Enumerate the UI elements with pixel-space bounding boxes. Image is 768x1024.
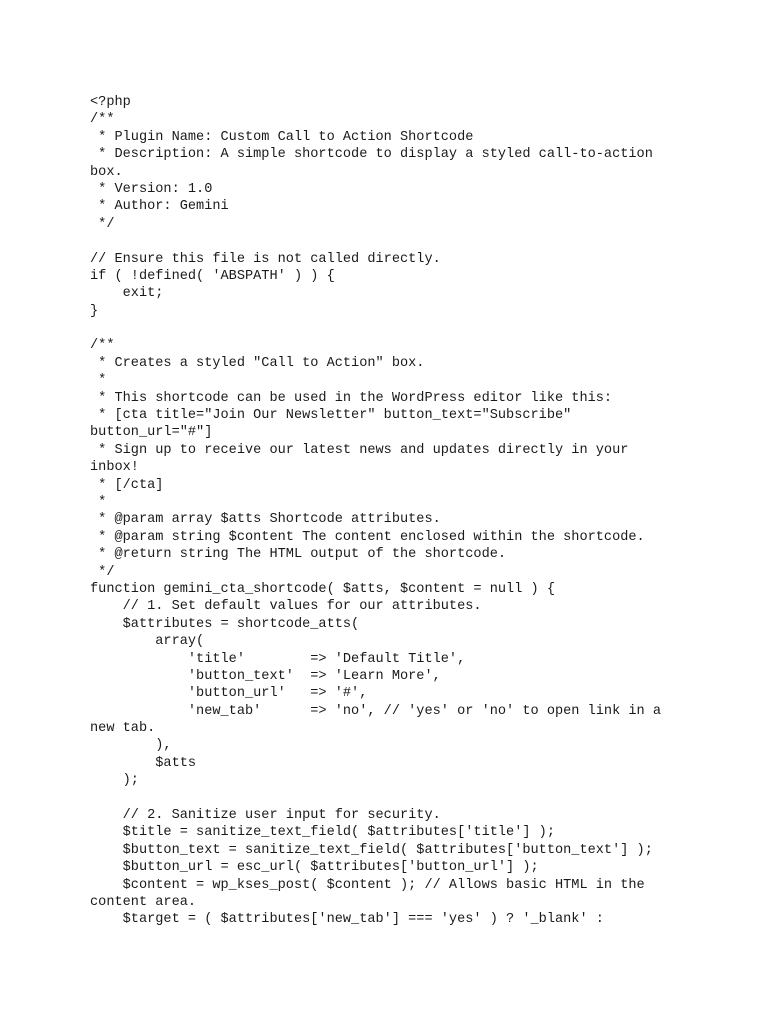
code-line: $content = wp_kses_post( $content ); // Allows basic HTML in the — [90, 877, 645, 893]
code-line: /** — [90, 338, 115, 354]
code-line: * — [90, 373, 107, 389]
code-line: * Plugin Name: Custom Call to Action Shortcode — [90, 129, 474, 145]
code-line: $target = ( $attributes['new_tab'] === 'yes' ) ? '_blank' : — [90, 912, 604, 928]
code-line: 'button_url' => '#', — [90, 686, 368, 702]
code-line: $atts — [90, 755, 197, 771]
code-line: * Author: Gemini — [90, 199, 229, 215]
code-line: * — [90, 494, 107, 510]
code-line: if ( !defined( 'ABSPATH' ) ) { — [90, 268, 335, 284]
code-line: */ — [90, 564, 115, 580]
code-line: ), — [90, 738, 172, 754]
code-line: // Ensure this file is not called directly. — [90, 251, 441, 267]
code-line: * @param array $atts Shortcode attributes. — [90, 512, 441, 528]
code-line: * [cta title="Join Our Newsletter" button_text="Subscribe" — [90, 408, 572, 424]
code-line: * Sign up to receive our latest news and updates directly in your — [90, 442, 629, 458]
code-line: * Creates a styled "Call to Action" box. — [90, 355, 425, 371]
code-line: /** — [90, 112, 115, 128]
code-listing — [90, 94, 690, 929]
code-line: // 1. Set default values for our attributes. — [90, 599, 482, 615]
code-line — [90, 320, 690, 337]
code-line: exit; — [90, 286, 164, 302]
code-line: 'button_text' => 'Learn More', — [90, 668, 441, 684]
code-line: * Description: A simple shortcode to display a styled call-to-action — [90, 147, 653, 163]
code-line: $button_text = sanitize_text_field( $attributes['button_text'] ); — [90, 842, 653, 858]
code-line: */ — [90, 216, 115, 232]
code-line: $button_url = esc_url( $attributes['button_url'] ); — [90, 860, 539, 876]
code-line: ); — [90, 773, 139, 789]
code-line: 'new_tab' => 'no', // 'yes' or 'no' to open link in a — [90, 703, 662, 719]
code-line — [90, 790, 690, 807]
code-line: // 2. Sanitize user input for security. — [90, 808, 441, 824]
code-line: * This shortcode can be used in the WordPress editor like this: — [90, 390, 613, 406]
code-line: button_url="#"] — [90, 425, 213, 441]
code-line: * @param string $content The content enclosed within the shortcode. — [90, 529, 645, 545]
code-line: function gemini_cta_shortcode( $atts, $content = null ) { — [90, 581, 555, 597]
code-line: content area. — [90, 894, 197, 910]
code-line — [90, 233, 690, 250]
code-line: $title = sanitize_text_field( $attributes['title'] ); — [90, 825, 555, 841]
code-line: 'title' => 'Default Title', — [90, 651, 466, 667]
code-line: * Version: 1.0 — [90, 181, 213, 197]
code-line: new tab. — [90, 721, 156, 737]
code-line: $attributes = shortcode_atts( — [90, 616, 360, 632]
code-line: inbox! — [90, 460, 139, 476]
code-line: * [/cta] — [90, 477, 164, 493]
code-line: array( — [90, 634, 205, 650]
code-line: * @return string The HTML output of the shortcode. — [90, 547, 507, 563]
code-line: <?php — [90, 95, 131, 110]
code-line: } — [90, 303, 99, 319]
code-line: box. — [90, 164, 123, 180]
